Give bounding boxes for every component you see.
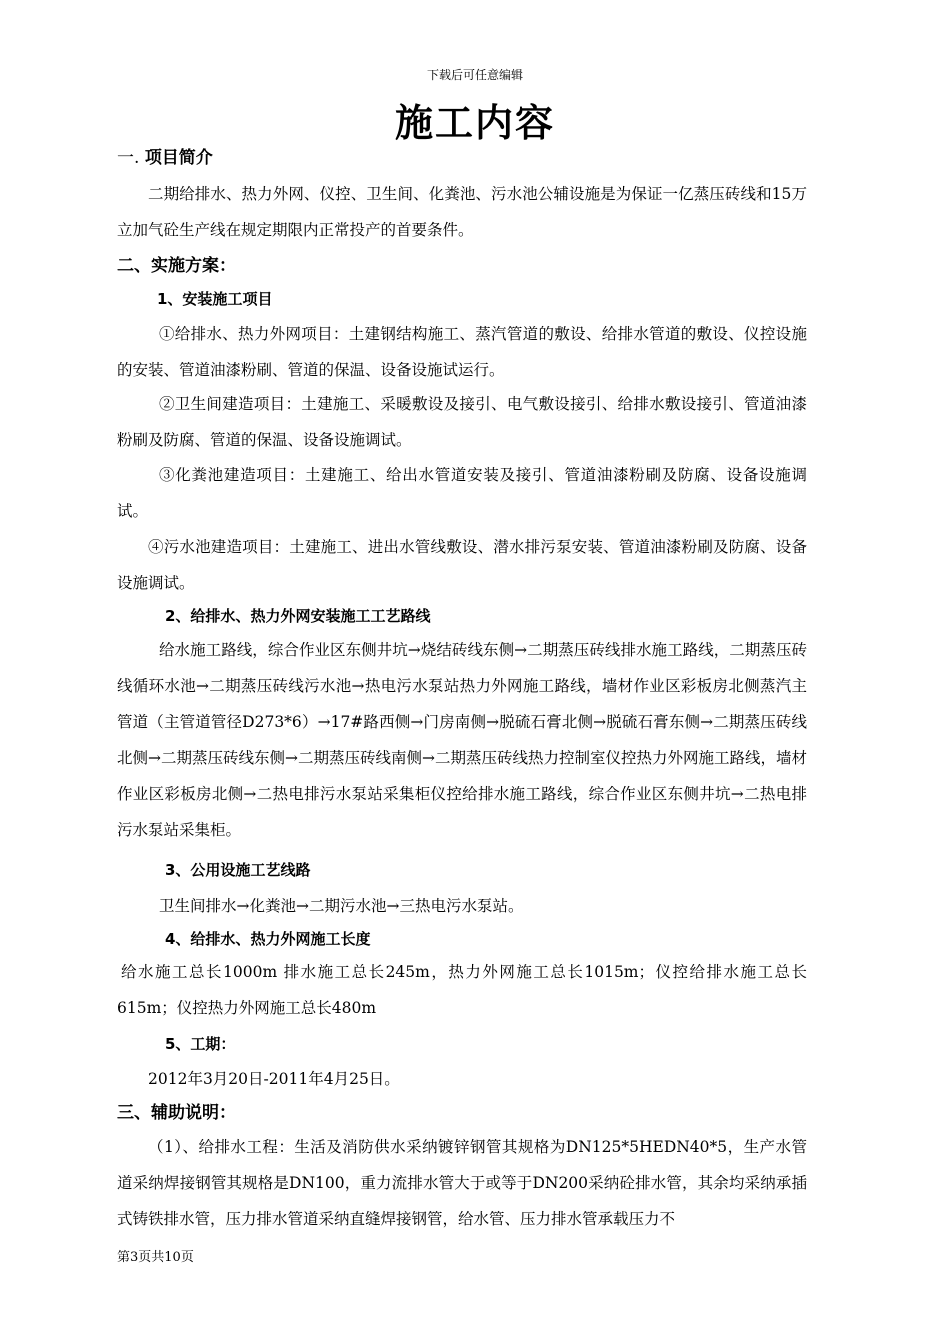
section1-title: 项目简介	[144, 148, 213, 168]
header-note: 下载后可任意编辑	[426, 68, 523, 82]
section1-heading	[117, 146, 213, 170]
page-title: 施工内容	[394, 100, 555, 145]
sub-heading-1: 1、安装施工项目	[157, 290, 273, 308]
item-1: ①给排水、热力外网项目：土建钢结构施工、蒸汽管道的敷设、给排水管道的敷设、仪控设施的安装、管道油漆粉刷、管道的保温、设备设施试运行。	[117, 325, 807, 379]
period-text: 2012年3月20日-2011年4月25日。	[148, 1070, 400, 1088]
item-4: ④污水池建造项目：土建施工、进出水管线敷设、潜水排污泵安装、管道油漆粉刷及防腐、设备设施调试。	[117, 538, 807, 592]
section3-text: （1）、给排水工程：生活及消防供水采纳镀锌钢管其规格为DN125*5HEDN40*5，生产水管道采纳焊接钢管其规格是DN100，重力流排水管大于或等于DN200采纳砼排水管，其余均采纳承插式铸铁排水管，压力排水管道采纳直缝焊接钢管，给水管、压力排水管承载压力不	[117, 1138, 807, 1228]
route3-text: 卫生间排水→化粪池→二期污水池→三热电污水泵站。	[159, 897, 524, 915]
length-text: 给水施工总长1000m 排水施工总长245m，热力外网施工总长1015m；仪控给排水施工总长615m；仪控热力外网施工总长480m	[117, 963, 807, 1017]
item-2: ②卫生间建造项目：土建施工、采暖敷设及接引、电气敷设接引、给排水敷设接引、管道油漆粉刷及防腐、管道的保温、设备设施调试。	[117, 395, 807, 449]
sub-heading-2: 2、给排水、热力外网安装施工工艺路线	[165, 607, 431, 625]
sub-heading-5: 5、工期：	[165, 1035, 236, 1053]
item-3: ③化粪池建造项目：土建施工、给出水管道安装及接引、管道油漆粉刷及防腐、设备设施调试。	[117, 466, 807, 520]
sub-heading-4: 4、给排水、热力外网施工长度	[165, 930, 371, 948]
sub-heading-3: 3、公用设施工艺线路	[165, 861, 311, 879]
section1-text: 二期给排水、热力外网、仪控、卫生间、化粪池、污水池公辅设施是为保证一亿蒸压砖线和15万立加气砼生产线在规定期限内正常投产的首要条件。	[117, 185, 807, 239]
section2-heading: 二、实施方案：	[117, 256, 236, 276]
route-text: 给水施工路线，综合作业区东侧井坑→烧结砖线东侧→二期蒸压砖线排水施工路线，二期蒸压砖线循环水池→二期蒸压砖线污水池→热电污水泵站热力外网施工路线，墙材作业区彩板房北侧蒸汽主管道（主管道管径D273*6）→17#路西侧→门房南侧→脱硫石膏北侧→脱硫石膏东侧→二期蒸压砖线北侧→二期蒸压砖线东侧→二期蒸压砖线南侧→二期蒸压砖线热力控制室仪控热力外网施工路线，墙材作业区彩板房北侧→二热电排污水泵站采集柜仪控给排水施工路线，综合作业区东侧井坑→二热电排污水泵站采集柜。	[117, 641, 807, 839]
section1-number: 一.	[117, 148, 140, 168]
page-footer: 第3页共10页	[117, 1250, 194, 1265]
section3-heading: 三、辅助说明：	[117, 1103, 236, 1123]
